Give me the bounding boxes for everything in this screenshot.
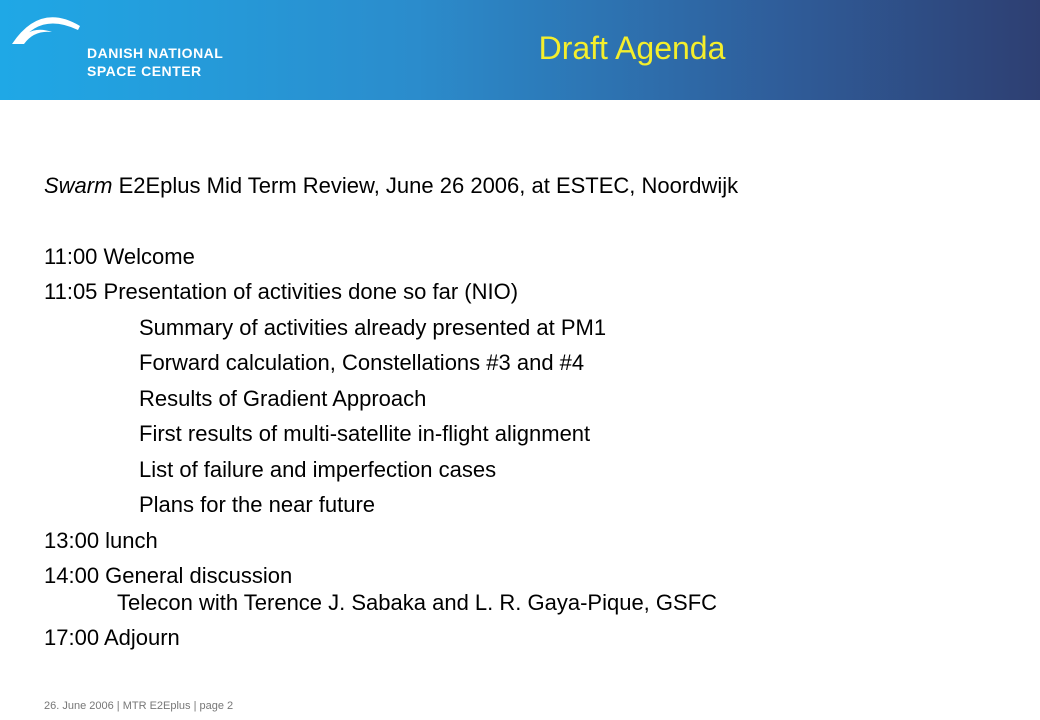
agenda-subitem: Forward calculation, Constellations #3 and #4 (139, 350, 585, 375)
agenda-item-presentation: 11:05 Presentation of activities done so far (NIO) (44, 279, 519, 304)
agenda-subitem: First results of multi-satellite in-flight alignment (139, 421, 591, 446)
agenda-item-telecon: Telecon with Terence J. Sabaka and L. R. Gaya-Pique, GSFC (117, 589, 718, 615)
agenda-subitem: Summary of activities already presented at PM1 (139, 314, 607, 340)
agenda-subitem: Results of Gradient Approach (139, 385, 427, 411)
slide-footer: 26. June 2006 | MTR E2Eplus | page 2 (44, 700, 234, 712)
slide-header (0, 0, 1040, 100)
logo-text-line1: DANISH NATIONAL (87, 45, 224, 61)
agenda-body (44, 168, 1004, 656)
review-subtitle (44, 168, 1004, 204)
agenda-item-lunch: 13:00 lunch (44, 527, 158, 553)
logo-text-line2: SPACE CENTER (87, 63, 202, 79)
mission-name: Swarm (44, 173, 113, 198)
review-details: E2Eplus Mid Term Review, June 26 2006, at ESTEC, Noordwijk (112, 173, 739, 198)
agenda-subitem: List of failure and imperfection cases (139, 456, 497, 482)
agenda-subitem: Plans for the near future (139, 492, 376, 517)
agenda-item-discussion: 14:00 General discussion (44, 563, 293, 588)
agenda-item-adjourn: 17:00 Adjourn (44, 625, 180, 650)
agenda-item-welcome: 11:00 Welcome (44, 243, 195, 269)
page-title: Draft Agenda (538, 30, 726, 66)
